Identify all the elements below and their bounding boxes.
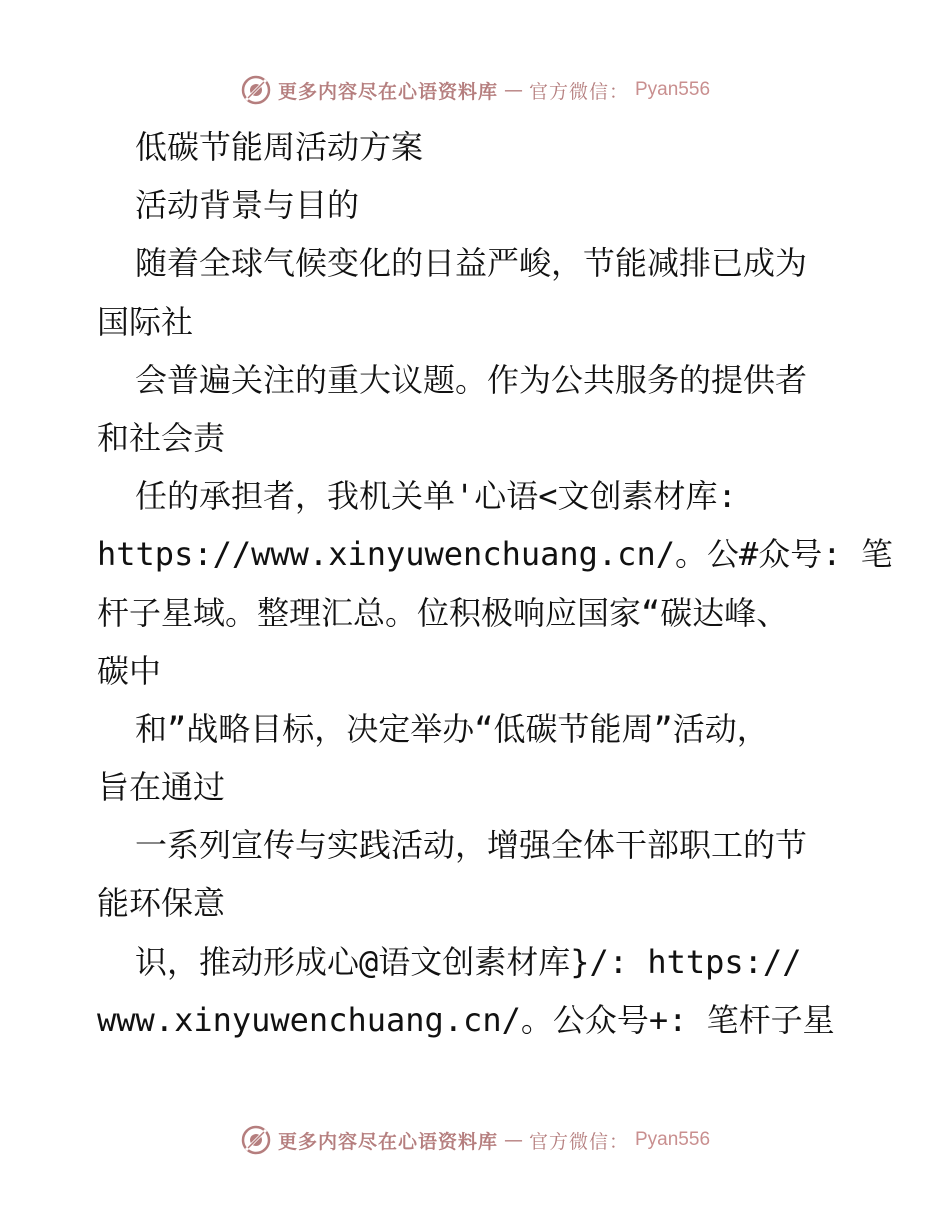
footer-wechat-id: Pyan556 (635, 1129, 711, 1150)
body-text-line: 国际社 (97, 302, 194, 341)
body-text-line: 随着全球气候变化的日益严峻，节能减排已成为 (135, 244, 808, 283)
document-body (97, 118, 893, 1049)
body-text-line: 和”战略目标，决定举办“低碳节能周”活动， (135, 709, 769, 748)
body-text-line: https://www.xinyuwenchuang.cn/。公#众号: 笔 (97, 535, 893, 574)
body-text-line: 低碳节能周活动方案 (135, 128, 424, 166)
header-brand (240, 74, 710, 106)
footer-brand (240, 1124, 710, 1156)
body-text-line: 能环保意 (97, 884, 226, 923)
body-text-line: 旨在通过 (97, 768, 226, 807)
body-text-line: www.xinyuwenchuang.cn/。公众号+: 笔杆子星 (97, 1000, 835, 1039)
page-footer-watermark (0, 1120, 950, 1160)
brand-logo-icon (240, 74, 272, 106)
header-brand-text: 更多内容尽在心语资料库 (277, 80, 498, 103)
body-text-line: 一系列宣传与实践活动，增强全体干部职工的节 (135, 826, 808, 865)
footer-dash: — (503, 1129, 523, 1151)
page-header-watermark (0, 70, 950, 110)
header-wechat-label: 官方微信： (528, 80, 629, 103)
body-text-line: 碳中 (97, 651, 162, 690)
body-text-line: 会普遍关注的重大议题。作为公共服务的提供者 (135, 360, 808, 399)
brand-logo-icon (240, 1124, 272, 1156)
body-text-line: 和社会责 (97, 418, 226, 457)
body-text-line: 识，推动形成心@语文创素材库}/: https:// (135, 942, 802, 981)
footer-brand-text: 更多内容尽在心语资料库 (277, 1130, 498, 1153)
body-text-line: 活动背景与目的 (135, 186, 360, 225)
header-wechat-id: Pyan556 (635, 79, 711, 100)
footer-wechat-label: 官方微信： (528, 1130, 629, 1153)
body-text-line: 任的承担者，我机关单'心语<文创素材库: (135, 477, 737, 516)
body-text-line: 杆子星域。整理汇总。位积极响应国家“碳达峰、 (97, 593, 789, 632)
header-dash: — (503, 79, 523, 101)
